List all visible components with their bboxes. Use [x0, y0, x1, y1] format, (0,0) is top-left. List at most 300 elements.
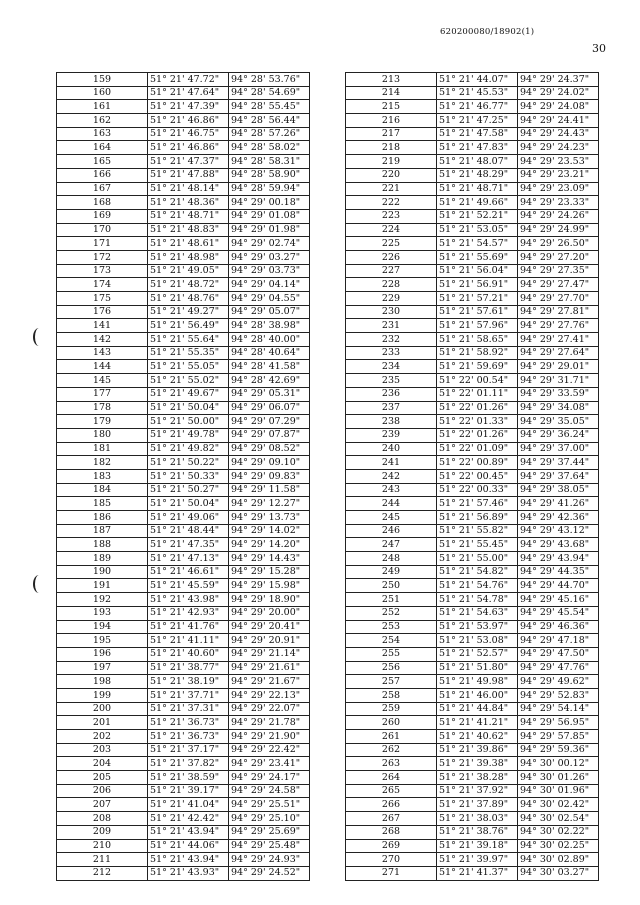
table-row: [57, 223, 310, 237]
latitude-cell: 51° 21' 57.61": [437, 305, 518, 319]
table-row: [346, 155, 599, 169]
point-number-cell: 201: [57, 716, 148, 730]
point-number-cell: 221: [346, 182, 437, 196]
table-row: [57, 757, 310, 771]
longitude-cell: 94° 29' 21.61": [229, 661, 310, 675]
longitude-cell: 94° 29' 23.53": [518, 155, 599, 169]
point-number-cell: 213: [346, 73, 437, 87]
longitude-cell: 94° 29' 59.36": [518, 743, 599, 757]
longitude-cell: 94° 29' 35.05": [518, 415, 599, 429]
table-row: [57, 374, 310, 388]
point-number-cell: 234: [346, 360, 437, 374]
point-number-cell: 144: [57, 360, 148, 374]
longitude-cell: 94° 29' 24.17": [229, 771, 310, 785]
longitude-cell: 94° 28' 38.98": [229, 319, 310, 333]
latitude-cell: 51° 21' 36.73": [148, 716, 229, 730]
point-number-cell: 247: [346, 538, 437, 552]
margin-bracket-mark: [33, 328, 45, 346]
table-row: [57, 647, 310, 661]
latitude-cell: 51° 21' 56.04": [437, 264, 518, 278]
latitude-cell: 51° 21' 41.04": [148, 798, 229, 812]
table-row: [346, 579, 599, 593]
table-row: [346, 127, 599, 141]
table-row: [346, 634, 599, 648]
table-row: [57, 196, 310, 210]
table-row: [346, 73, 599, 87]
latitude-cell: 51° 21' 48.07": [437, 155, 518, 169]
latitude-cell: 51° 21' 49.66": [437, 196, 518, 210]
longitude-cell: 94° 28' 56.44": [229, 114, 310, 128]
table-row: [346, 702, 599, 716]
longitude-cell: 94° 29' 27.41": [518, 333, 599, 347]
table-row: [346, 771, 599, 785]
table-row: [346, 237, 599, 251]
table-row: [346, 620, 599, 634]
longitude-cell: 94° 29' 14.43": [229, 552, 310, 566]
point-number-cell: 202: [57, 730, 148, 744]
table-row: [346, 839, 599, 853]
longitude-cell: 94° 29' 24.99": [518, 223, 599, 237]
table-row: [346, 798, 599, 812]
point-number-cell: 141: [57, 319, 148, 333]
table-row: [57, 127, 310, 141]
latitude-cell: 51° 21' 48.71": [148, 209, 229, 223]
longitude-cell: 94° 29' 24.58": [229, 784, 310, 798]
table-row: [57, 264, 310, 278]
table-row: [57, 360, 310, 374]
latitude-cell: 51° 21' 55.45": [437, 538, 518, 552]
table-row: [57, 771, 310, 785]
point-number-cell: 255: [346, 647, 437, 661]
longitude-cell: 94° 29' 24.93": [229, 853, 310, 867]
longitude-cell: 94° 29' 21.78": [229, 716, 310, 730]
longitude-cell: 94° 30' 02.42": [518, 798, 599, 812]
longitude-cell: 94° 29' 02.74": [229, 237, 310, 251]
point-number-cell: 245: [346, 511, 437, 525]
latitude-cell: 51° 21' 44.06": [148, 839, 229, 853]
table-row: [346, 606, 599, 620]
longitude-cell: 94° 29' 27.64": [518, 346, 599, 360]
longitude-cell: 94° 29' 49.62": [518, 675, 599, 689]
longitude-cell: 94° 29' 33.59": [518, 387, 599, 401]
point-number-cell: 263: [346, 757, 437, 771]
latitude-cell: 51° 21' 43.98": [148, 593, 229, 607]
longitude-cell: 94° 29' 07.87": [229, 428, 310, 442]
latitude-cell: 51° 21' 38.03": [437, 812, 518, 826]
latitude-cell: 51° 22' 01.33": [437, 415, 518, 429]
point-number-cell: 236: [346, 387, 437, 401]
point-number-cell: 238: [346, 415, 437, 429]
table-row: [346, 853, 599, 867]
point-number-cell: 161: [57, 100, 148, 114]
latitude-cell: 51° 21' 52.21": [437, 209, 518, 223]
point-number-cell: 190: [57, 565, 148, 579]
point-number-cell: 185: [57, 497, 148, 511]
latitude-cell: 51° 21' 43.93": [148, 866, 229, 880]
longitude-cell: 94° 30' 02.22": [518, 825, 599, 839]
latitude-cell: 51° 21' 47.58": [437, 127, 518, 141]
table-row: [346, 675, 599, 689]
latitude-cell: 51° 21' 55.69": [437, 250, 518, 264]
point-number-cell: 269: [346, 839, 437, 853]
point-number-cell: 160: [57, 86, 148, 100]
point-number-cell: 225: [346, 237, 437, 251]
latitude-cell: 51° 21' 47.13": [148, 552, 229, 566]
table-row: [346, 278, 599, 292]
point-number-cell: 159: [57, 73, 148, 87]
table-row: [57, 661, 310, 675]
longitude-cell: 94° 29' 29.01": [518, 360, 599, 374]
longitude-cell: 94° 30' 01.96": [518, 784, 599, 798]
table-row: [346, 387, 599, 401]
longitude-cell: 94° 29' 01.98": [229, 223, 310, 237]
table-row: [346, 497, 599, 511]
latitude-cell: 51° 21' 47.64": [148, 86, 229, 100]
point-number-cell: 206: [57, 784, 148, 798]
point-number-cell: 205: [57, 771, 148, 785]
point-number-cell: 199: [57, 688, 148, 702]
table-row: [57, 825, 310, 839]
point-number-cell: 211: [57, 853, 148, 867]
latitude-cell: 51° 21' 45.53": [437, 86, 518, 100]
latitude-cell: 51° 21' 47.88": [148, 168, 229, 182]
latitude-cell: 51° 21' 42.93": [148, 606, 229, 620]
point-number-cell: 224: [346, 223, 437, 237]
longitude-cell: 94° 29' 26.50": [518, 237, 599, 251]
latitude-cell: 51° 21' 41.11": [148, 634, 229, 648]
table-row: [346, 305, 599, 319]
table-row: [346, 196, 599, 210]
point-number-cell: 244: [346, 497, 437, 511]
latitude-cell: 51° 21' 46.61": [148, 565, 229, 579]
point-number-cell: 222: [346, 196, 437, 210]
table-row: [57, 305, 310, 319]
longitude-cell: 94° 30' 00.12": [518, 757, 599, 771]
table-row: [346, 456, 599, 470]
latitude-cell: 51° 21' 50.27": [148, 483, 229, 497]
longitude-cell: 94° 29' 22.42": [229, 743, 310, 757]
table-row: [57, 606, 310, 620]
point-number-cell: 189: [57, 552, 148, 566]
latitude-cell: 51° 21' 54.63": [437, 606, 518, 620]
latitude-cell: 51° 21' 49.27": [148, 305, 229, 319]
table-row: [57, 86, 310, 100]
longitude-cell: 94° 29' 43.68": [518, 538, 599, 552]
latitude-cell: 51° 21' 42.42": [148, 812, 229, 826]
latitude-cell: 51° 21' 38.28": [437, 771, 518, 785]
point-number-cell: 172: [57, 250, 148, 264]
point-number-cell: 170: [57, 223, 148, 237]
table-row: [57, 73, 310, 87]
point-number-cell: 219: [346, 155, 437, 169]
longitude-cell: 94° 29' 18.90": [229, 593, 310, 607]
latitude-cell: 51° 21' 50.33": [148, 469, 229, 483]
table-row: [57, 442, 310, 456]
table-row: [57, 853, 310, 867]
longitude-cell: 94° 29' 54.14": [518, 702, 599, 716]
point-number-cell: 204: [57, 757, 148, 771]
longitude-cell: 94° 29' 22.07": [229, 702, 310, 716]
longitude-cell: 94° 29' 23.41": [229, 757, 310, 771]
longitude-cell: 94° 29' 21.90": [229, 730, 310, 744]
latitude-cell: 51° 21' 48.72": [148, 278, 229, 292]
table-row: [57, 798, 310, 812]
table-row: [57, 456, 310, 470]
latitude-cell: 51° 21' 41.76": [148, 620, 229, 634]
table-row: [57, 415, 310, 429]
latitude-cell: 51° 21' 57.21": [437, 292, 518, 306]
longitude-cell: 94° 29' 23.09": [518, 182, 599, 196]
longitude-cell: 94° 28' 53.76": [229, 73, 310, 87]
table-row: [346, 593, 599, 607]
table-row: [346, 483, 599, 497]
table-row: [346, 661, 599, 675]
table-row: [57, 565, 310, 579]
table-row: [57, 428, 310, 442]
table-row: [346, 866, 599, 880]
longitude-cell: 94° 29' 31.71": [518, 374, 599, 388]
point-number-cell: 198: [57, 675, 148, 689]
point-number-cell: 237: [346, 401, 437, 415]
latitude-cell: 51° 21' 55.02": [148, 374, 229, 388]
latitude-cell: 51° 21' 47.39": [148, 100, 229, 114]
table-row: [346, 511, 599, 525]
latitude-cell: 51° 21' 57.46": [437, 497, 518, 511]
longitude-cell: 94° 29' 25.51": [229, 798, 310, 812]
point-number-cell: 200: [57, 702, 148, 716]
longitude-cell: 94° 29' 47.18": [518, 634, 599, 648]
latitude-cell: 51° 21' 48.71": [437, 182, 518, 196]
table-row: [57, 620, 310, 634]
point-number-cell: 188: [57, 538, 148, 552]
latitude-cell: 51° 21' 53.97": [437, 620, 518, 634]
longitude-cell: 94° 28' 55.45": [229, 100, 310, 114]
table-row: [346, 647, 599, 661]
longitude-cell: 94° 29' 24.26": [518, 209, 599, 223]
longitude-cell: 94° 28' 58.90": [229, 168, 310, 182]
longitude-cell: 94° 29' 37.44": [518, 456, 599, 470]
table-row: [346, 374, 599, 388]
longitude-cell: 94° 29' 20.91": [229, 634, 310, 648]
table-row: [57, 278, 310, 292]
table-row: [57, 319, 310, 333]
longitude-cell: 94° 29' 07.29": [229, 415, 310, 429]
latitude-cell: 51° 21' 46.86": [148, 114, 229, 128]
point-number-cell: 180: [57, 428, 148, 442]
point-number-cell: 261: [346, 730, 437, 744]
table-row: [57, 524, 310, 538]
table-row: [57, 182, 310, 196]
point-number-cell: 259: [346, 702, 437, 716]
longitude-cell: 94° 29' 21.67": [229, 675, 310, 689]
longitude-cell: 94° 29' 45.54": [518, 606, 599, 620]
longitude-cell: 94° 29' 00.18": [229, 196, 310, 210]
point-number-cell: 227: [346, 264, 437, 278]
table-row: [57, 155, 310, 169]
table-row: [57, 237, 310, 251]
table-row: [57, 866, 310, 880]
latitude-cell: 51° 21' 41.37": [437, 866, 518, 880]
table-row: [346, 743, 599, 757]
table-row: [346, 565, 599, 579]
longitude-cell: 94° 28' 40.00": [229, 333, 310, 347]
latitude-cell: 51° 21' 55.82": [437, 524, 518, 538]
point-number-cell: 187: [57, 524, 148, 538]
longitude-cell: 94° 29' 04.55": [229, 292, 310, 306]
latitude-cell: 51° 21' 54.76": [437, 579, 518, 593]
latitude-cell: 51° 22' 00.45": [437, 469, 518, 483]
table-row: [57, 812, 310, 826]
longitude-cell: 94° 29' 20.41": [229, 620, 310, 634]
latitude-cell: 51° 21' 55.00": [437, 552, 518, 566]
table-row: [346, 757, 599, 771]
latitude-cell: 51° 21' 37.89": [437, 798, 518, 812]
longitude-cell: 94° 29' 24.23": [518, 141, 599, 155]
latitude-cell: 51° 21' 48.36": [148, 196, 229, 210]
longitude-cell: 94° 29' 24.52": [229, 866, 310, 880]
longitude-cell: 94° 29' 46.36": [518, 620, 599, 634]
latitude-cell: 51° 21' 37.17": [148, 743, 229, 757]
latitude-cell: 51° 21' 50.04": [148, 497, 229, 511]
point-number-cell: 191: [57, 579, 148, 593]
table-row: [57, 579, 310, 593]
point-number-cell: 223: [346, 209, 437, 223]
point-number-cell: 265: [346, 784, 437, 798]
point-number-cell: 262: [346, 743, 437, 757]
latitude-cell: 51° 21' 49.78": [148, 428, 229, 442]
longitude-cell: 94° 30' 02.25": [518, 839, 599, 853]
point-number-cell: 197: [57, 661, 148, 675]
table-row: [346, 415, 599, 429]
latitude-cell: 51° 21' 56.49": [148, 319, 229, 333]
latitude-cell: 51° 21' 39.38": [437, 757, 518, 771]
latitude-cell: 51° 21' 48.61": [148, 237, 229, 251]
longitude-cell: 94° 29' 57.85": [518, 730, 599, 744]
latitude-cell: 51° 22' 01.26": [437, 428, 518, 442]
latitude-cell: 51° 21' 44.84": [437, 702, 518, 716]
longitude-cell: 94° 29' 44.35": [518, 565, 599, 579]
longitude-cell: 94° 29' 14.02": [229, 524, 310, 538]
point-number-cell: 216: [346, 114, 437, 128]
latitude-cell: 51° 22' 00.54": [437, 374, 518, 388]
table-row: [57, 497, 310, 511]
longitude-cell: 94° 29' 36.24": [518, 428, 599, 442]
point-number-cell: 212: [57, 866, 148, 880]
table-row: [346, 784, 599, 798]
table-row: [57, 250, 310, 264]
table-row: [346, 182, 599, 196]
table-row: [57, 743, 310, 757]
longitude-cell: 94° 29' 03.27": [229, 250, 310, 264]
table-row: [57, 401, 310, 415]
latitude-cell: 51° 21' 48.29": [437, 168, 518, 182]
latitude-cell: 51° 21' 49.06": [148, 511, 229, 525]
latitude-cell: 51° 21' 49.05": [148, 264, 229, 278]
longitude-cell: 94° 29' 37.64": [518, 469, 599, 483]
point-number-cell: 163: [57, 127, 148, 141]
table-row: [346, 319, 599, 333]
latitude-cell: 51° 21' 51.80": [437, 661, 518, 675]
table-row: [346, 552, 599, 566]
latitude-cell: 51° 21' 48.76": [148, 292, 229, 306]
longitude-cell: 94° 30' 02.54": [518, 812, 599, 826]
table-row: [346, 524, 599, 538]
table-row: [57, 538, 310, 552]
table-row: [346, 264, 599, 278]
latitude-cell: 51° 22' 01.26": [437, 401, 518, 415]
table-row: [57, 716, 310, 730]
longitude-cell: 94° 29' 27.76": [518, 319, 599, 333]
coordinates-table-right: [345, 72, 599, 881]
latitude-cell: 51° 21' 58.65": [437, 333, 518, 347]
latitude-cell: 51° 21' 54.78": [437, 593, 518, 607]
latitude-cell: 51° 22' 00.89": [437, 456, 518, 470]
point-number-cell: 256: [346, 661, 437, 675]
longitude-cell: 94° 29' 20.00": [229, 606, 310, 620]
point-number-cell: 267: [346, 812, 437, 826]
latitude-cell: 51° 21' 55.35": [148, 346, 229, 360]
longitude-cell: 94° 28' 41.58": [229, 360, 310, 374]
latitude-cell: 51° 21' 37.31": [148, 702, 229, 716]
longitude-cell: 94° 28' 40.64": [229, 346, 310, 360]
point-number-cell: 210: [57, 839, 148, 853]
table-row: [57, 483, 310, 497]
table-row: [57, 469, 310, 483]
longitude-cell: 94° 29' 08.52": [229, 442, 310, 456]
table-row: [57, 141, 310, 155]
latitude-cell: 51° 21' 46.86": [148, 141, 229, 155]
point-number-cell: 260: [346, 716, 437, 730]
point-number-cell: 246: [346, 524, 437, 538]
latitude-cell: 51° 21' 48.83": [148, 223, 229, 237]
table-row: [346, 209, 599, 223]
table-row: [57, 209, 310, 223]
point-number-cell: 164: [57, 141, 148, 155]
point-number-cell: 218: [346, 141, 437, 155]
table-row: [346, 333, 599, 347]
table-row: [57, 675, 310, 689]
table-row: [346, 292, 599, 306]
latitude-cell: 51° 21' 53.08": [437, 634, 518, 648]
table-row: [346, 469, 599, 483]
latitude-cell: 51° 21' 46.75": [148, 127, 229, 141]
latitude-cell: 51° 21' 49.67": [148, 387, 229, 401]
point-number-cell: 242: [346, 469, 437, 483]
longitude-cell: 94° 29' 09.83": [229, 469, 310, 483]
point-number-cell: 186: [57, 511, 148, 525]
latitude-cell: 51° 21' 37.92": [437, 784, 518, 798]
point-number-cell: 209: [57, 825, 148, 839]
point-number-cell: 176: [57, 305, 148, 319]
latitude-cell: 51° 22' 00.33": [437, 483, 518, 497]
longitude-cell: 94° 29' 12.27": [229, 497, 310, 511]
longitude-cell: 94° 29' 01.08": [229, 209, 310, 223]
point-number-cell: 220: [346, 168, 437, 182]
latitude-cell: 51° 21' 40.62": [437, 730, 518, 744]
point-number-cell: 239: [346, 428, 437, 442]
table-row: [346, 688, 599, 702]
table-row: [346, 428, 599, 442]
point-number-cell: 192: [57, 593, 148, 607]
longitude-cell: 94° 29' 34.08": [518, 401, 599, 415]
longitude-cell: 94° 29' 37.00": [518, 442, 599, 456]
longitude-cell: 94° 29' 42.36": [518, 511, 599, 525]
point-number-cell: 257: [346, 675, 437, 689]
point-number-cell: 208: [57, 812, 148, 826]
point-number-cell: 177: [57, 387, 148, 401]
longitude-cell: 94° 28' 54.69": [229, 86, 310, 100]
table-row: [57, 114, 310, 128]
